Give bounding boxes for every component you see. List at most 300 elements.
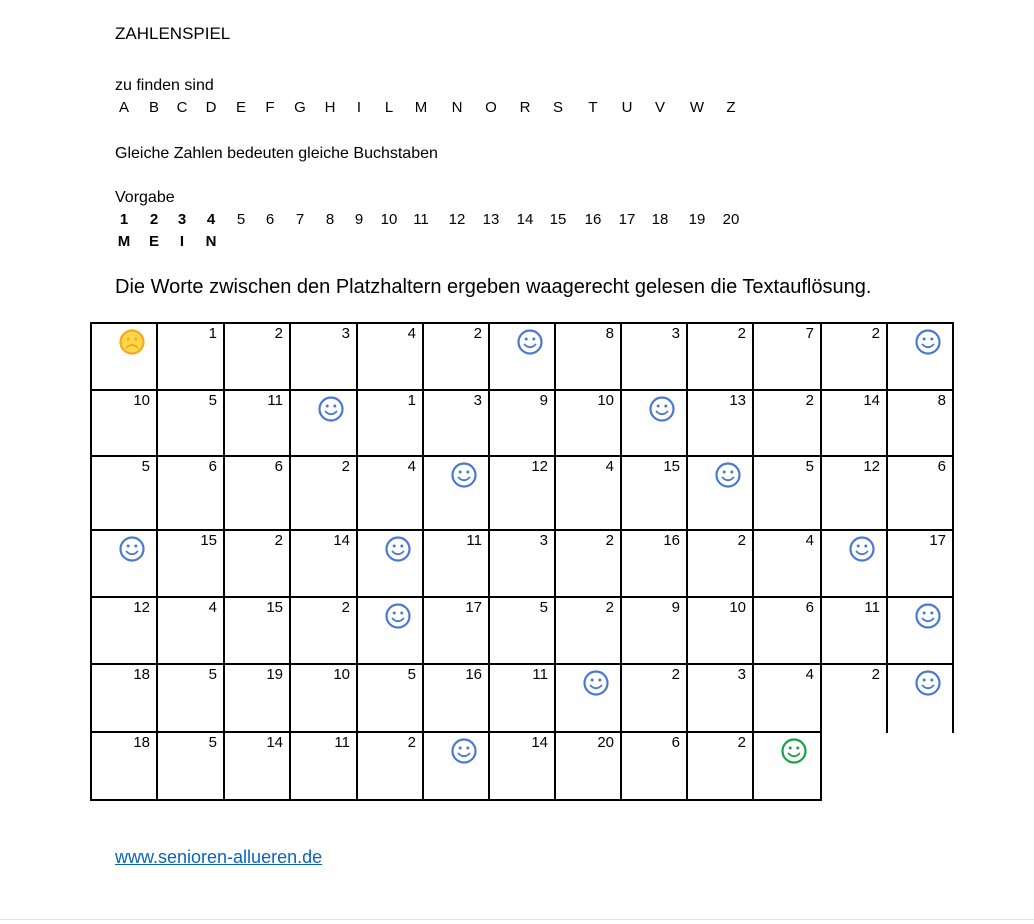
grid-cell [289, 389, 356, 455]
grid-line [356, 322, 358, 391]
grid-line [289, 389, 291, 457]
grid-line [620, 529, 622, 598]
grid-line [223, 529, 225, 598]
vorgabe-number: 1 [119, 211, 129, 228]
grid-line [554, 455, 556, 531]
grid-cell [422, 322, 488, 389]
grid-line [90, 596, 92, 665]
cell-number: 15 [266, 599, 283, 616]
cell-number: 17 [465, 599, 482, 616]
grid-line [156, 529, 158, 598]
grid-line [820, 663, 822, 733]
grid-cell [752, 529, 820, 596]
grid-line [820, 455, 822, 531]
grid-line [90, 663, 954, 665]
grid-line [952, 596, 954, 665]
grid-line [752, 322, 754, 391]
grid-line [752, 529, 754, 598]
letter-item: U [621, 99, 633, 116]
grid-cell [620, 596, 686, 663]
cell-number: 14 [266, 734, 283, 751]
vorgabe-label: Vorgabe [115, 189, 175, 206]
vorgabe-number: 9 [354, 211, 364, 228]
grid-line [156, 596, 158, 665]
grid-cell [289, 663, 356, 731]
smiley-icon [450, 461, 478, 489]
cell-number: 4 [407, 458, 416, 475]
grid-cell [886, 322, 952, 389]
smiley-icon [714, 461, 742, 489]
grid-cell [488, 731, 554, 799]
grid-cell [289, 322, 356, 389]
cell-number: 11 [267, 392, 283, 409]
grid-cell [488, 389, 554, 455]
cell-number: 2 [341, 599, 350, 616]
grid-line [686, 455, 688, 531]
grid-line [356, 596, 358, 665]
puzzle-grid [90, 322, 952, 799]
cell-number: 4 [407, 325, 416, 342]
cell-number: 1 [407, 392, 416, 409]
vorgabe-number: 3 [177, 211, 187, 228]
smiley-icon [450, 737, 478, 765]
grid-cell [620, 529, 686, 596]
grid-line [952, 322, 954, 391]
grid-line [620, 596, 622, 665]
grid-cell [752, 663, 820, 731]
vorgabe-number: 11 [413, 211, 429, 228]
grid-cell [554, 322, 620, 389]
grid-cell [223, 529, 289, 596]
cell-number: 13 [729, 392, 746, 409]
grid-line [422, 731, 424, 801]
grid-cell [620, 455, 686, 529]
grid-line [952, 529, 954, 598]
grid-cell [820, 529, 886, 596]
grid-line [156, 322, 158, 391]
smiley-icon [317, 395, 345, 423]
grid-cell [488, 455, 554, 529]
grid-line [886, 322, 888, 391]
page-title: ZAHLENSPIEL [115, 24, 231, 43]
smiley-icon [118, 535, 146, 563]
grid-cell [686, 663, 752, 731]
grid-cell [886, 596, 952, 663]
grid-line [422, 322, 424, 391]
vorgabe-number: 8 [325, 211, 335, 228]
grid-line [620, 663, 622, 733]
grid-line [686, 663, 688, 733]
cell-number: 12 [133, 599, 150, 616]
grid-cell [820, 455, 886, 529]
cell-number: 12 [531, 458, 548, 475]
grid-cell [156, 455, 223, 529]
grid-cell [820, 389, 886, 455]
grid-cell [752, 322, 820, 389]
grid-line [90, 322, 92, 391]
grid-cell [223, 455, 289, 529]
grid-cell [289, 455, 356, 529]
cell-number: 9 [539, 392, 548, 409]
vorgabe-number: 15 [549, 211, 567, 228]
cell-number: 10 [597, 392, 614, 409]
smiley-icon [914, 669, 942, 697]
grid-cell [90, 322, 156, 389]
grid-line [488, 389, 490, 457]
grid-line [752, 455, 754, 531]
cell-number: 2 [671, 666, 680, 683]
grid-line [223, 663, 225, 733]
cell-number: 2 [473, 325, 482, 342]
vorgabe-number: 10 [380, 211, 398, 228]
grid-line [422, 663, 424, 733]
grid-line [289, 596, 291, 665]
cell-number: 4 [805, 666, 814, 683]
cell-number: 3 [341, 325, 350, 342]
cell-number: 4 [208, 599, 217, 616]
vorgabe-letter: I [179, 233, 185, 250]
cell-number: 3 [671, 325, 680, 342]
letter-item: R [519, 99, 531, 116]
cell-number: 3 [539, 532, 548, 549]
cell-number: 2 [605, 599, 614, 616]
grid-cell [422, 663, 488, 731]
cell-number: 2 [871, 666, 880, 683]
grid-cell [620, 389, 686, 455]
cell-number: 18 [133, 734, 150, 751]
cell-number: 6 [274, 458, 283, 475]
grid-cell [156, 663, 223, 731]
grid-line [422, 596, 424, 665]
grid-cell [488, 529, 554, 596]
grid-line [422, 529, 424, 598]
grid-line [90, 596, 954, 598]
cell-number: 2 [871, 325, 880, 342]
cell-number: 10 [729, 599, 746, 616]
grid-cell [289, 731, 356, 799]
cell-number: 6 [671, 734, 680, 751]
grid-line [554, 596, 556, 665]
grid-cell [356, 596, 422, 663]
grid-cell [356, 322, 422, 389]
cell-number: 18 [133, 666, 150, 683]
grid-line [886, 596, 888, 665]
vorgabe-number: 4 [206, 211, 216, 228]
grid-cell [752, 596, 820, 663]
vorgabe-number: 6 [265, 211, 275, 228]
cell-number: 4 [605, 458, 614, 475]
grid-line [686, 731, 688, 801]
cell-number: 5 [805, 458, 814, 475]
cell-number: 6 [937, 458, 946, 475]
grid-line [488, 455, 490, 531]
grid-line [156, 455, 158, 531]
smiley-icon [848, 535, 876, 563]
grid-cell [554, 529, 620, 596]
grid-line [90, 529, 92, 598]
grid-line [554, 663, 556, 733]
grid-line [686, 322, 688, 391]
letter-item: O [485, 99, 497, 116]
grid-cell [686, 455, 752, 529]
grid-cell [488, 663, 554, 731]
grid-cell [886, 455, 952, 529]
cell-number: 10 [133, 392, 150, 409]
letter-item: T [588, 99, 598, 116]
cell-number: 5 [539, 599, 548, 616]
grid-line [356, 731, 358, 801]
grid-cell [356, 529, 422, 596]
grid-cell [156, 731, 223, 799]
letter-item: M [414, 99, 428, 116]
grid-line [620, 731, 622, 801]
grid-line [952, 455, 954, 531]
grid-cell [686, 529, 752, 596]
grid-line [886, 663, 888, 733]
grid-line [620, 322, 622, 391]
grid-line [422, 389, 424, 457]
grid-cell [223, 731, 289, 799]
grid-line [289, 322, 291, 391]
page-bottom-divider [0, 919, 1034, 920]
grid-line [356, 389, 358, 457]
grid-line [554, 731, 556, 801]
grid-line [90, 322, 954, 324]
smiley-icon [648, 395, 676, 423]
grid-line [90, 389, 954, 391]
find-label: zu finden sind [115, 77, 214, 94]
grid-line [488, 663, 490, 733]
smiley-icon [384, 535, 412, 563]
website-link[interactable]: www.senioren-allueren.de [115, 847, 323, 867]
grid-line [488, 322, 490, 391]
grid-cell [752, 389, 820, 455]
grid-cell [488, 322, 554, 389]
grid-line [289, 529, 291, 598]
grid-cell [356, 455, 422, 529]
grid-cell [289, 529, 356, 596]
grid-line [90, 455, 954, 457]
cell-number: 5 [208, 734, 217, 751]
grid-cell [90, 731, 156, 799]
grid-line [554, 389, 556, 457]
grid-line [356, 529, 358, 598]
cell-number: 2 [737, 734, 746, 751]
grid-line [289, 455, 291, 531]
green-smiley-icon [780, 737, 808, 765]
vorgabe-number: 20 [722, 211, 740, 228]
cell-number: 16 [465, 666, 482, 683]
grid-line [356, 663, 358, 733]
grid-line [752, 663, 754, 733]
cell-number: 11 [466, 532, 482, 549]
cell-number: 3 [473, 392, 482, 409]
letter-item: C [176, 99, 188, 116]
grid-line [223, 389, 225, 457]
grid-cell [156, 596, 223, 663]
grid-line [223, 455, 225, 531]
cell-number: 7 [805, 325, 814, 342]
grid-line [488, 529, 490, 598]
grid-cell [156, 529, 223, 596]
cell-number: 2 [407, 734, 416, 751]
letter-item: E [235, 99, 246, 116]
vorgabe-number: 7 [295, 211, 305, 228]
letter-item: L [384, 99, 394, 116]
grid-cell [156, 322, 223, 389]
letter-item: I [356, 99, 362, 116]
vorgabe-number: 12 [448, 211, 466, 228]
grid-cell [356, 731, 422, 799]
grid-line [289, 663, 291, 733]
grid-line [886, 529, 888, 598]
grid-line [90, 799, 822, 801]
cell-number: 9 [671, 599, 680, 616]
grid-line [686, 389, 688, 457]
grid-line [554, 322, 556, 391]
grid-line [488, 596, 490, 665]
grid-line [223, 731, 225, 801]
grid-cell [686, 389, 752, 455]
grid-cell [886, 663, 952, 731]
grid-cell [90, 596, 156, 663]
grid-line [820, 596, 822, 665]
vorgabe-number: 14 [516, 211, 534, 228]
grid-line [686, 529, 688, 598]
grid-line [223, 596, 225, 665]
grid-cell [422, 389, 488, 455]
cell-number: 15 [200, 532, 217, 549]
grid-line [90, 455, 92, 531]
letter-item: D [205, 99, 217, 116]
cell-number: 12 [863, 458, 880, 475]
grid-cell [620, 322, 686, 389]
grid-cell [356, 389, 422, 455]
grid-line [156, 389, 158, 457]
vorgabe-number: 16 [584, 211, 602, 228]
cell-number: 11 [864, 599, 880, 616]
cell-number: 10 [333, 666, 350, 683]
grid-cell [223, 389, 289, 455]
cell-number: 14 [333, 532, 350, 549]
grid-line [820, 322, 822, 391]
grid-line [620, 455, 622, 531]
cell-number: 6 [208, 458, 217, 475]
grid-line [488, 731, 490, 801]
grid-line [886, 455, 888, 531]
grid-cell [356, 663, 422, 731]
letter-item: B [148, 99, 159, 116]
cell-number: 11 [532, 666, 548, 683]
grid-line [952, 389, 954, 457]
vorgabe-number: 2 [149, 211, 159, 228]
smiley-icon [582, 669, 610, 697]
grid-cell [752, 455, 820, 529]
grid-line [752, 731, 754, 801]
vorgabe-number: 17 [618, 211, 636, 228]
cell-number: 15 [663, 458, 680, 475]
cell-number: 5 [208, 392, 217, 409]
grid-line [752, 389, 754, 457]
letter-item: V [654, 99, 665, 116]
cell-number: 2 [341, 458, 350, 475]
grid-line [554, 529, 556, 598]
grid-cell [422, 455, 488, 529]
grid-cell [422, 596, 488, 663]
grid-cell [422, 529, 488, 596]
vorgabe-number: 13 [482, 211, 500, 228]
grid-line [620, 389, 622, 457]
cell-number: 2 [737, 325, 746, 342]
grid-line [90, 529, 954, 531]
grid-cell [554, 731, 620, 799]
grid-cell [223, 663, 289, 731]
grid-line [90, 389, 92, 457]
grid-cell [554, 663, 620, 731]
letter-item: H [324, 99, 336, 116]
grid-line [356, 455, 358, 531]
grid-line [752, 596, 754, 665]
grid-cell [488, 596, 554, 663]
grid-line [289, 731, 291, 801]
grid-line [952, 663, 954, 733]
grid-cell [820, 322, 886, 389]
instruction-text: Die Worte zwischen den Platzhaltern ergeben waagerecht gelesen die Textauflösung. [115, 276, 872, 298]
grid-cell [686, 322, 752, 389]
cell-number: 4 [805, 532, 814, 549]
cell-number: 2 [274, 325, 283, 342]
cell-number: 6 [805, 599, 814, 616]
grid-line [90, 731, 92, 801]
grid-cell [620, 731, 686, 799]
grid-cell [90, 529, 156, 596]
grid-cell [289, 596, 356, 663]
cell-number: 2 [737, 532, 746, 549]
smiley-icon [516, 328, 544, 356]
smiley-icon [914, 602, 942, 630]
grid-line [156, 731, 158, 801]
letter-item: A [118, 99, 129, 116]
vorgabe-number: 18 [651, 211, 669, 228]
grid-cell [686, 596, 752, 663]
grid-cell [820, 663, 886, 731]
grid-line [90, 663, 92, 733]
vorgabe-number: 19 [688, 211, 706, 228]
grid-cell [752, 731, 820, 799]
grid-line [422, 455, 424, 531]
vorgabe-letter: N [205, 233, 217, 250]
cell-number: 5 [141, 458, 150, 475]
grid-cell [223, 596, 289, 663]
grid-cell [886, 389, 952, 455]
cell-number: 20 [597, 734, 614, 751]
smiley-icon [914, 328, 942, 356]
letter-item: G [294, 99, 306, 116]
grid-cell [422, 731, 488, 799]
cell-number: 5 [208, 666, 217, 683]
grid-cell [554, 389, 620, 455]
grid-line [90, 731, 822, 733]
vorgabe-letter: M [117, 233, 131, 250]
grid-line [156, 663, 158, 733]
grid-cell [686, 731, 752, 799]
cell-number: 2 [805, 392, 814, 409]
grid-cell [90, 455, 156, 529]
grid-line [886, 389, 888, 457]
grid-cell [554, 455, 620, 529]
grid-cell [886, 529, 952, 596]
vorgabe-number: 5 [236, 211, 246, 228]
